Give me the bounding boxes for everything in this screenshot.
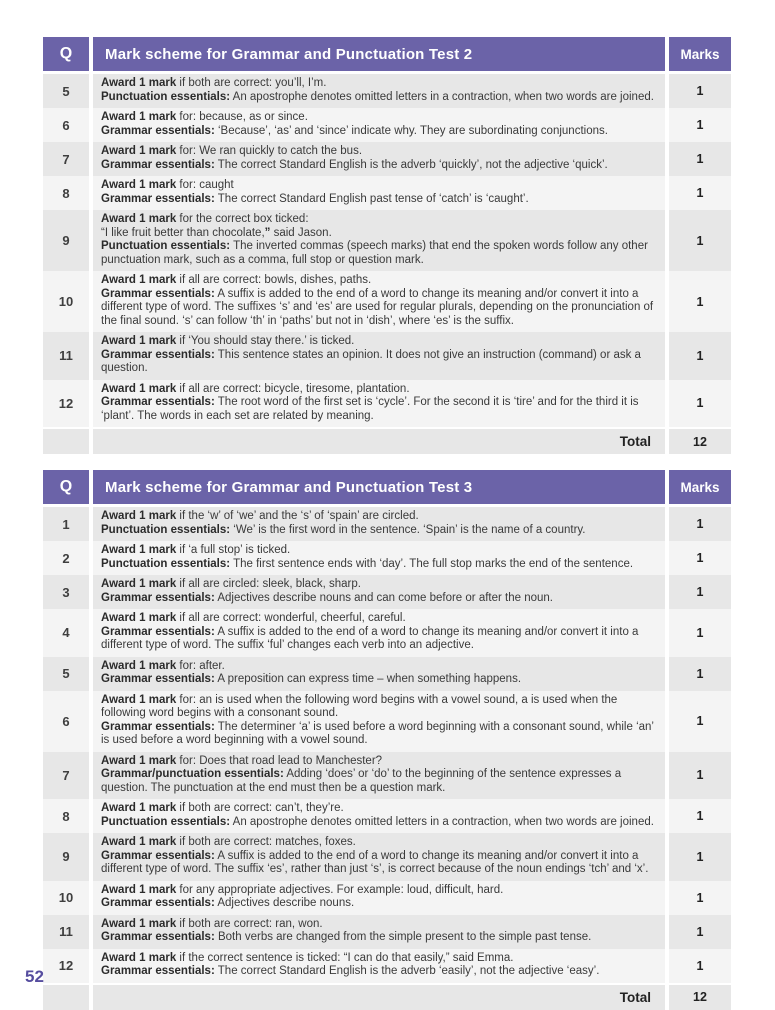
marks-column-header: Marks	[669, 470, 731, 504]
mark-scheme-text: Award 1 mark for: Does that road lead to Manchester? Grammar/punctuation essentials: Adding ‘does’ or ‘do’ to the beginning of the sentence expresses a question. The punctuation at the end must then be a question mark.	[93, 752, 665, 800]
table-header	[43, 470, 731, 504]
mark-scheme-text: Award 1 mark if all are circled: sleek, black, sharp. Grammar essentials: Adjectives describe nouns and can come before or after the noun.	[93, 575, 665, 609]
question-number: 4	[43, 609, 89, 657]
question-number: 12	[43, 949, 89, 983]
mark-scheme-text: Award 1 mark if both are correct: you’ll, I’m. Punctuation essentials: An apostrophe denotes omitted letters in a contraction, when two words are joined.	[93, 74, 665, 108]
mark-scheme-table-test-2	[43, 37, 731, 454]
mark-scheme-row	[43, 332, 731, 380]
mark-scheme-row	[43, 833, 731, 881]
mark-scheme-row	[43, 881, 731, 915]
question-column-header: Q	[43, 470, 89, 504]
question-number: 1	[43, 507, 89, 541]
page-number: 52	[25, 967, 44, 986]
total-row	[43, 985, 731, 1010]
marks-value: 1	[669, 575, 731, 609]
total-marks-value: 12	[669, 985, 731, 1010]
question-number: 11	[43, 332, 89, 380]
mark-scheme-text: Award 1 mark for: We ran quickly to catch the bus. Grammar essentials: The correct Standard English is the adverb ‘quickly’, not the adjective ‘quick’.	[93, 142, 665, 176]
question-number: 7	[43, 142, 89, 176]
mark-scheme-row	[43, 609, 731, 657]
marks-value: 1	[669, 949, 731, 983]
question-number: 11	[43, 915, 89, 949]
mark-scheme-row	[43, 176, 731, 210]
mark-scheme-text: Award 1 mark if ‘a full stop’ is ticked. Punctuation essentials: The first sentence ends with ‘day’. The full stop marks the end of the sentence.	[93, 541, 665, 575]
mark-scheme-row	[43, 575, 731, 609]
table-body	[43, 74, 731, 427]
mark-scheme-text: Award 1 mark if all are correct: bowls, dishes, paths. Grammar essentials: A suffix is added to the end of a word to change its meaning and/or convert it into a different type of word. The suffixes ‘s’ and ‘es’ are used for regular plurals, depending on the pronunciation of the final sound. ‘s’ can follow ‘th’ in ‘paths’ but not in ‘dish’, where ‘es’ is the suffix.	[93, 271, 665, 332]
mark-scheme-row	[43, 799, 731, 833]
marks-value: 1	[669, 833, 731, 881]
question-column-header: Q	[43, 37, 89, 71]
mark-scheme-row	[43, 915, 731, 949]
marks-value: 1	[669, 332, 731, 380]
marks-value: 1	[669, 507, 731, 541]
question-number: 7	[43, 752, 89, 800]
mark-scheme-text: Award 1 mark for: after. Grammar essentials: A preposition can express time – when something happens.	[93, 657, 665, 691]
question-number: 10	[43, 881, 89, 915]
question-number: 8	[43, 799, 89, 833]
mark-scheme-row	[43, 507, 731, 541]
mark-scheme-row	[43, 380, 731, 428]
table-body	[43, 507, 731, 983]
mark-scheme-text: Award 1 mark for the correct box ticked: “I like fruit better than chocolate,” said Jason. Punctuation essentials: The inverted commas (speech marks) that end the spoken words follow any other punctuation mark, such as a comma, full stop or question mark.	[93, 210, 665, 271]
marks-value: 1	[669, 541, 731, 575]
mark-scheme-text: Award 1 mark if all are correct: wonderful, cheerful, careful. Grammar essentials: A suffix is added to the end of a word to change its meaning and/or convert it into a different type of word. The suffix ‘ful’ changes each verb into an adjective.	[93, 609, 665, 657]
mark-scheme-text: Award 1 mark if the ‘w’ of ‘we’ and the ‘s’ of ‘spain’ are circled. Punctuation essentials: ‘We’ is the first word in the sentence. ‘Spain’ is the name of a country.	[93, 507, 665, 541]
mark-scheme-row	[43, 142, 731, 176]
question-number: 5	[43, 74, 89, 108]
question-number: 5	[43, 657, 89, 691]
mark-scheme-text: Award 1 mark for any appropriate adjectives. For example: loud, difficult, hard. Grammar essentials: Adjectives describe nouns.	[93, 881, 665, 915]
mark-scheme-row	[43, 752, 731, 800]
mark-scheme-row	[43, 108, 731, 142]
marks-value: 1	[669, 176, 731, 210]
marks-value: 1	[669, 881, 731, 915]
question-number: 8	[43, 176, 89, 210]
marks-value: 1	[669, 271, 731, 332]
mark-scheme-row	[43, 949, 731, 983]
mark-scheme-text: Award 1 mark for: an is used when the following word begins with a vowel sound, a is used when the following word begins with a consonant sound. Grammar essentials: The determiner ‘a’ is used before a word beginning with a consonant sound, while ‘an’ is used before a word beginning with a vowel sound.	[93, 691, 665, 752]
mark-scheme-text: Award 1 mark if both are correct: matches, foxes. Grammar essentials: A suffix is added to the end of a word to change its meaning and/or convert it into a different type of word. The suffix ‘es’, rather than just ‘s’, is correct because of the noun endings ‘tch’ and ‘x’.	[93, 833, 665, 881]
page-content	[43, 37, 731, 1010]
total-label: Total	[93, 429, 665, 454]
total-row-spacer	[43, 985, 89, 1010]
marks-value: 1	[669, 74, 731, 108]
question-number: 10	[43, 271, 89, 332]
total-row	[43, 429, 731, 454]
mark-scheme-text: Award 1 mark if the correct sentence is ticked: “I can do that easily,” said Emma. Grammar essentials: The correct Standard English is the adverb ‘easily’, not the adjective ‘easy’.	[93, 949, 665, 983]
mark-scheme-text: Award 1 mark if ‘You should stay there.’ is ticked. Grammar essentials: This sentence states an opinion. It does not give an instruction (command) or ask a question.	[93, 332, 665, 380]
marks-value: 1	[669, 691, 731, 752]
mark-scheme-text: Award 1 mark if all are correct: bicycle, tiresome, plantation. Grammar essentials: The root word of the first set is ‘cycle’. For the second it is ‘tire’ and for the third it is ‘plant’. The words in each set are related by meaning.	[93, 380, 665, 428]
question-number: 2	[43, 541, 89, 575]
marks-value: 1	[669, 142, 731, 176]
mark-scheme-text: Award 1 mark if both are correct: can’t, they’re. Punctuation essentials: An apostrophe denotes omitted letters in a contraction, when two words are joined.	[93, 799, 665, 833]
table-header	[43, 37, 731, 71]
mark-scheme-text: Award 1 mark for: because, as or since. Grammar essentials: ‘Because’, ‘as’ and ‘since’ indicate why. They are subordinating conjunctions.	[93, 108, 665, 142]
marks-value: 1	[669, 210, 731, 271]
table-title: Mark scheme for Grammar and Punctuation Test 2	[93, 37, 665, 71]
question-number: 9	[43, 210, 89, 271]
question-number: 9	[43, 833, 89, 881]
question-number: 12	[43, 380, 89, 428]
total-row-spacer	[43, 429, 89, 454]
mark-scheme-text: Award 1 mark if both are correct: ran, won. Grammar essentials: Both verbs are changed from the simple present to the simple past tense.	[93, 915, 665, 949]
marks-value: 1	[669, 380, 731, 428]
mark-scheme-row	[43, 74, 731, 108]
marks-column-header: Marks	[669, 37, 731, 71]
question-number: 6	[43, 691, 89, 752]
mark-scheme-row	[43, 210, 731, 271]
mark-scheme-row	[43, 541, 731, 575]
question-number: 3	[43, 575, 89, 609]
total-label: Total	[93, 985, 665, 1010]
mark-scheme-table-test-3	[43, 470, 731, 1010]
total-marks-value: 12	[669, 429, 731, 454]
question-number: 6	[43, 108, 89, 142]
marks-value: 1	[669, 915, 731, 949]
mark-scheme-text: Award 1 mark for: caught Grammar essentials: The correct Standard English past tense of ‘catch’ is ‘caught’.	[93, 176, 665, 210]
mark-scheme-row	[43, 271, 731, 332]
mark-scheme-row	[43, 691, 731, 752]
marks-value: 1	[669, 799, 731, 833]
marks-value: 1	[669, 752, 731, 800]
marks-value: 1	[669, 609, 731, 657]
table-title: Mark scheme for Grammar and Punctuation Test 3	[93, 470, 665, 504]
mark-scheme-row	[43, 657, 731, 691]
marks-value: 1	[669, 108, 731, 142]
marks-value: 1	[669, 657, 731, 691]
